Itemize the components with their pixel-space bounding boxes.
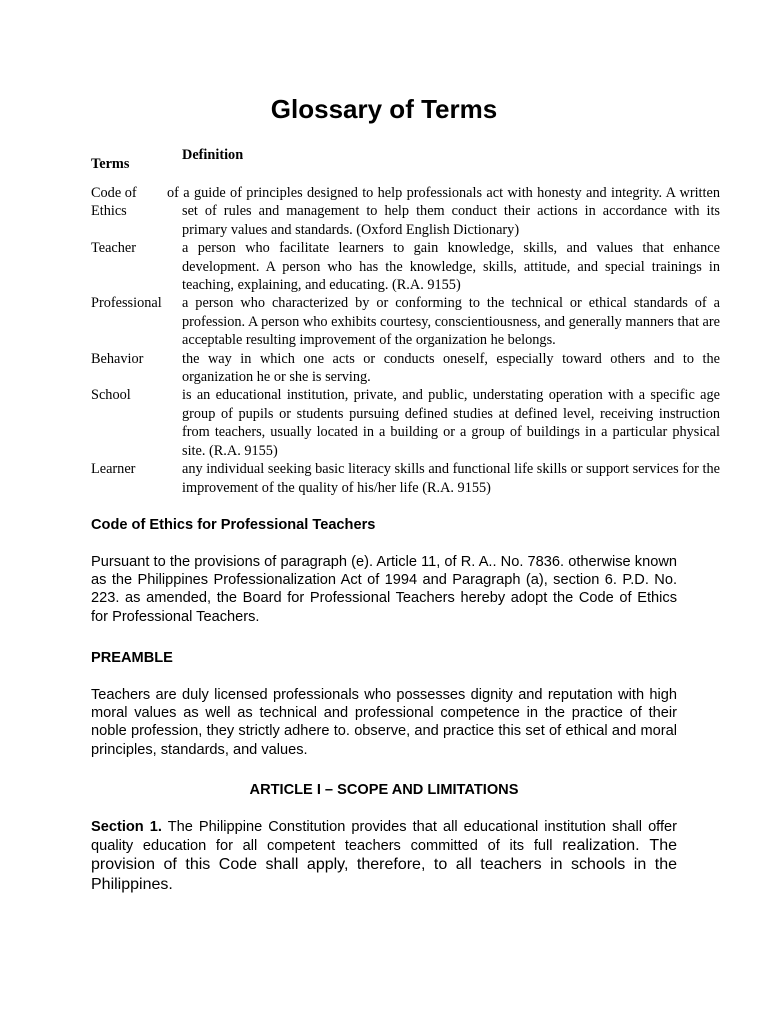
glossary-definition: is an educational institution, private, and public, understating operation with a specific age group of pupils or students pursuing defined studies at defined level, receiving instruction from teachers, usually located in a building or a group of buildings in a particular physical site. (R.A. 9155)	[182, 387, 720, 459]
glossary-term: Behavior	[91, 350, 144, 367]
glossary-term: Learner	[91, 461, 136, 478]
code-of-ethics-paragraph: Pursuant to the provisions of paragraph (e). Article 11, of R. A.. No. 7836. otherwise known as the Philippines Professionalization Act of 1994 and Paragraph (a), section 6. P.D. No. 223. as amended, the Board for Professional Teachers hereby adopt the Code of Ethics for Professional Teachers.	[91, 554, 677, 625]
page-title: Glossary of Terms	[270, 94, 498, 124]
glossary-definition: a person who characterized by or conforming to the technical or ethical standards of a profession. A person who exhibits courtesy, conscientiousness, and generally manners that are acceptable resulting improvement of the organization he belongs.	[182, 295, 720, 349]
preamble-paragraph: Teachers are duly licensed professionals who possesses dignity and reputation with high moral values as well as technical and professional competence in the practice of their noble profession, they strictly adhere to. observe, and practice this set of ethical and moral principles, standards, and values.	[91, 687, 677, 758]
glossary-row	[91, 294, 720, 349]
glossary-header-terms: Terms	[91, 156, 130, 172]
glossary-table	[91, 184, 720, 497]
code-of-ethics-heading: Code of Ethics for Professional Teachers	[91, 517, 376, 533]
section-1-text-continued: realization. The provision of this Code shall apply, therefore, to all teachers in schools in the Philippines.	[91, 837, 677, 893]
glossary-row	[91, 184, 720, 239]
glossary-term: Code of Ethics	[91, 185, 137, 220]
glossary-term: School	[91, 387, 131, 404]
glossary-row	[91, 239, 720, 294]
preamble-heading: PREAMBLE	[91, 650, 173, 666]
glossary-term: Professional	[91, 295, 162, 312]
glossary-header-definition: Definition	[182, 147, 244, 163]
glossary-row	[91, 460, 720, 497]
section-1-text: The Philippine Constitution provides that all educational institution shall offer quality education for all competent teachers committed of its full	[91, 819, 678, 855]
section-1-paragraph	[91, 818, 677, 894]
article-heading: ARTICLE I – SCOPE AND LIMITATIONS	[249, 782, 519, 798]
glossary-definition: a person who facilitate learners to gain knowledge, skills, and values that enhance development. A person who has the knowledge, skills, attitude, and special trainings in teaching, explaining, and educating. (R.A. 9155)	[182, 240, 720, 294]
glossary-definition: the way in which one acts or conducts oneself, especially toward others and to the organization he or she is serving.	[182, 350, 720, 386]
glossary-row	[91, 386, 720, 460]
glossary-definition: any individual seeking basic literacy skills and functional life skills or support services for the improvement of the quality of his/her life (R.A. 9155)	[182, 461, 720, 496]
glossary-term: Teacher	[91, 240, 137, 257]
glossary-row	[91, 350, 720, 387]
section-1-label: Section 1.	[91, 819, 162, 835]
glossary-definition: of a guide of principles designed to help professionals act with honesty and integrity. A written set of rules and management to help them conduct their actions in accordance with its primary values and standards. (Oxford English Dictionary)	[167, 185, 720, 238]
